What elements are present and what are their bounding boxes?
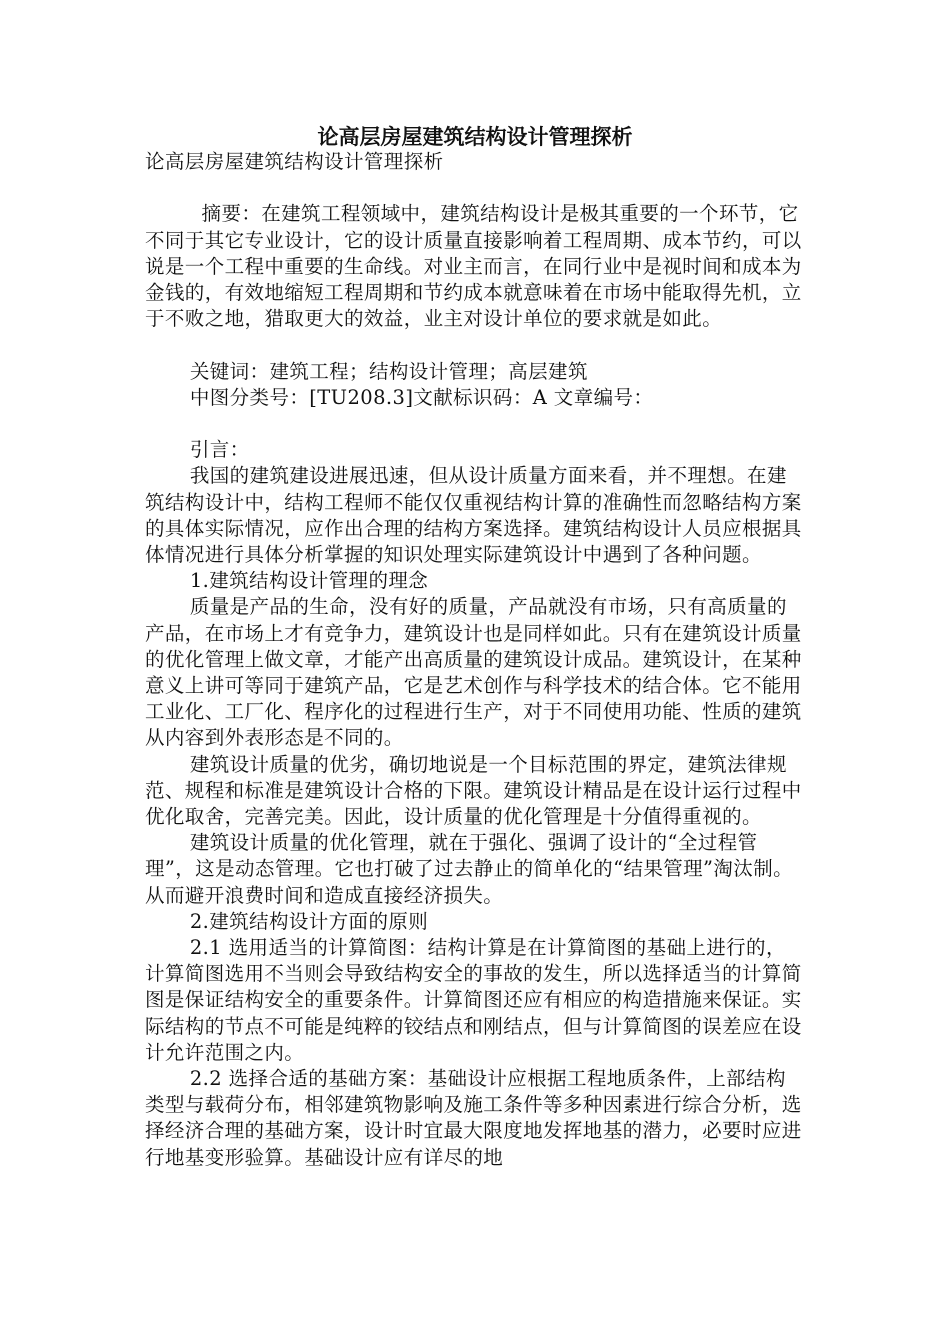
section-1-paragraph-3: 建筑设计质量的优化管理，就在于强化、强调了设计的“全过程管理”，这是动态管理。它也打破了过去静止的简单化的“结果管理”淘汰制。从而避开浪费时间和造成直接经济损失。 xyxy=(145,831,794,907)
abstract-paragraph: 摘要：在建筑工程领域中，建筑结构设计是极其重要的一个环节，它不同于其它专业设计，它的设计质量直接影响着工程周期、成本节约，可以说是一个工程中重要的生命线。对业主而言，在同行业中是视时间和成本为金钱的，有效地缩短工程周期和节约成本就意味着在市场中能取得先机，立于不败之地，猎取更大的效益，业主对设计单位的要求就是如此。 xyxy=(145,202,802,331)
section-1-heading: 1.建筑结构设计管理的理念 xyxy=(189,569,429,593)
section-1-paragraph-1: 质量是产品的生命，没有好的质量，产品就没有市场，只有高质量的产品，在市场上才有竞争力，建筑设计也是同样如此。只有在建筑设计质量的优化管理上做文章，才能产出高质量的建筑设计成品。建筑设计，在某种意义上讲可等同于建筑产品，它是艺术创作与科学技术的结合体。它不能用工业化、工厂化、程序化的过程进行生产，对于不同使用功能、性质的建筑从内容到外表形态是不同的。 xyxy=(145,595,802,750)
section-1-paragraph-2: 建筑设计质量的优劣，确切地说是一个目标范围的界定，建筑法律规范、规程和标准是建筑设计合格的下限。建筑设计精品是在设计运行过程中优化取舍，完善完美。因此，设计质量的优化管理是十分值得重视的。 xyxy=(145,752,802,829)
section-2-heading: 2.建筑结构设计方面的原则 xyxy=(189,909,429,933)
document-title: 论高层房屋建筑结构设计管理探析 xyxy=(317,124,633,149)
intro-label: 引言： xyxy=(189,438,250,462)
classification-line: 中图分类号：[TU208.3]文献标识码：A 文章编号： xyxy=(189,385,654,409)
document-subtitle: 论高层房屋建筑结构设计管理探析 xyxy=(145,150,444,173)
intro-paragraph: 我国的建筑建设进展迅速，但从设计质量方面来看，并不理想。在建筑结构设计中，结构工程师不能仅仅重视结构计算的准确性而忽略结构方案的具体实际情况，应作出合理的结构方案选择。建筑结构设计人员应根据具体情况进行具体分析掌握的知识处理实际建筑设计中遇到了各种问题。 xyxy=(145,464,802,566)
section-2-1-paragraph: 2.1 选用适当的计算简图：结构计算是在计算简图的基础上进行的，计算简图选用不当则会导致结构安全的事故的发生，所以选择适当的计算简图是保证结构安全的重要条件。计算简图还应有相应的构造措施来保证。实际结构的节点不可能是纯粹的铰结点和刚结点，但与计算简图的误差应在设计允许范围之内。 xyxy=(145,936,802,1064)
blank-line xyxy=(145,175,805,201)
document-body xyxy=(145,149,805,1171)
keywords-line: 关键词：建筑工程；结构设计管理；高层建筑 xyxy=(189,359,588,383)
section-2-2-paragraph: 2.2 选择合适的基础方案：基础设计应根据工程地质条件，上部结构类型与载荷分布，相邻建筑物影响及施工条件等多种因素进行综合分析，选择经济合理的基础方案，设计时宜最大限度地发挥地基的潜力，必要时应进行地基变形验算。基础设计应有详尽的地 xyxy=(145,1067,802,1169)
blank-line xyxy=(145,411,805,437)
blank-line xyxy=(145,332,805,358)
